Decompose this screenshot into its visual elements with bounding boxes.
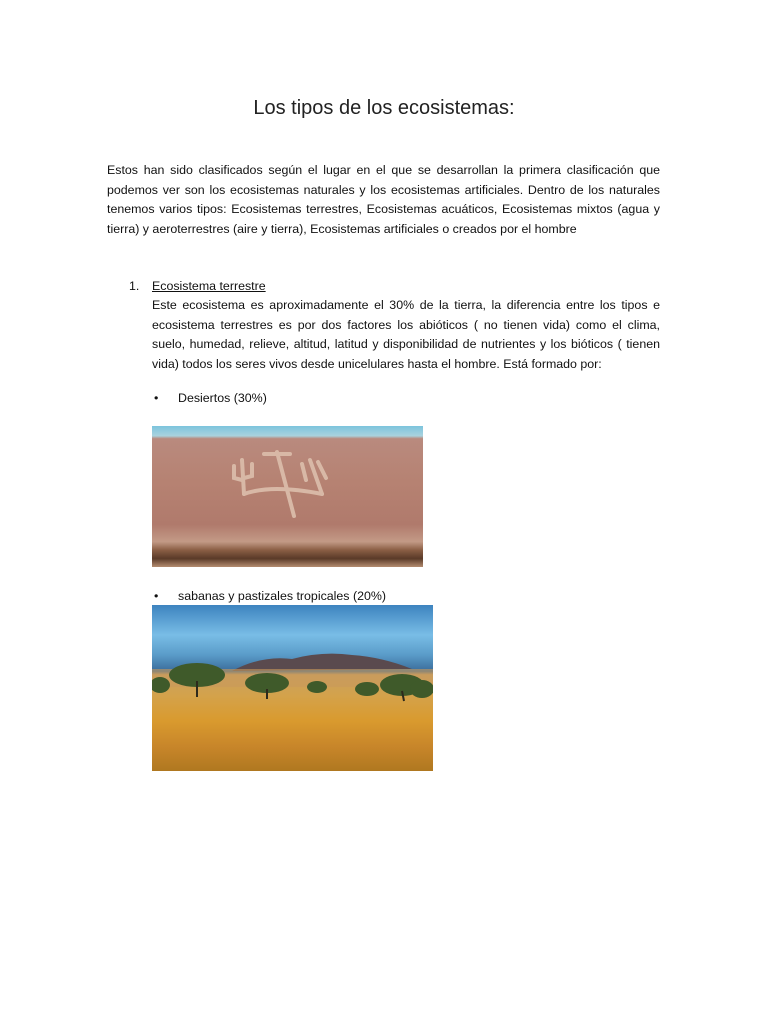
list-item-label: Desiertos (30%) — [178, 391, 267, 405]
savanna-landscape-icon — [152, 605, 433, 771]
savanna-grassland-image — [152, 605, 433, 771]
desert-geoglyph-image — [152, 426, 423, 567]
section-number: 1. — [129, 279, 140, 293]
candelabra-geoglyph-icon — [222, 446, 342, 526]
section-body: Este ecosistema es aproximadamente el 30% de la tierra, la diferencia entre los tipos e ecosistema terrestres es por dos factores los abióticos ( no tienen vida) como el clima, suelo, humedad, relieve, altitud, latitud y disponibilidad de nutrientes y los bióticos ( tienen vida) todos los seres vivos desde unicelulares hasta el hombre. Está formado por: — [152, 298, 660, 371]
bullet-icon: • — [154, 589, 159, 603]
page-title: Los tipos de los ecosistemas: — [253, 97, 515, 119]
intro-paragraph: Estos han sido clasificados según el lugar en el que se desarrollan la primera clasificación que podemos ver son los ecosistemas naturales y los ecosistemas artificiales. Dentro de los naturales tenemos varios tipos: Ecosistemas terrestres, Ecosistemas acuáticos, Ecosistemas mixtos (agua y tierra) y aeroterrestres (aire y tierra), Ecosistemas artificiales o creados por el hombre — [107, 163, 660, 236]
bullet-icon: • — [154, 391, 159, 405]
list-item-label: sabanas y pastizales tropicales (20%) — [178, 589, 386, 603]
section-heading: Ecosistema terrestre — [152, 279, 266, 293]
